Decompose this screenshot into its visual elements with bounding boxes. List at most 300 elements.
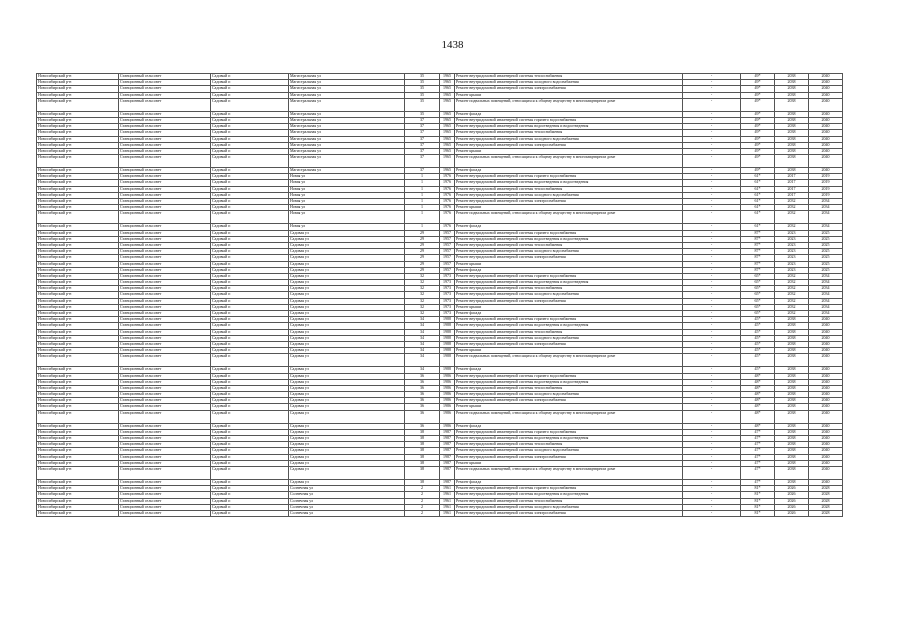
- build-year-cell: 1988: [440, 354, 455, 367]
- work-type-cell: Ремонт внутридомовой инженерной системы холодного водоснабжения: [455, 392, 683, 398]
- dash-cell: -: [683, 261, 741, 267]
- build-year-cell: 1986: [440, 379, 455, 385]
- district-cell: Новосибирский р-н: [37, 130, 119, 136]
- build-year-cell: 1987: [440, 466, 455, 479]
- street-cell: Садовая ул: [289, 454, 405, 460]
- build-year-cell: 1976: [440, 224, 455, 230]
- house-number-cell: 2: [405, 504, 440, 510]
- settlement-cell: Станционный сельсовет: [119, 404, 211, 410]
- locality-cell: Садовый п: [211, 311, 289, 317]
- locality-cell: Садовый п: [211, 329, 289, 335]
- settlement-cell: Станционный сельсовет: [119, 466, 211, 479]
- locality-cell: Садовый п: [211, 186, 289, 192]
- start-year-cell: 2038: [775, 341, 809, 347]
- end-year-cell: 2040: [809, 136, 843, 142]
- wear-cell: 48*: [741, 410, 775, 423]
- wear-cell: 81*: [741, 510, 775, 516]
- dash-cell: -: [683, 292, 741, 298]
- start-year-cell: 2017: [775, 186, 809, 192]
- street-cell: Садовая ул: [289, 341, 405, 347]
- start-year-cell: 2038: [775, 436, 809, 442]
- district-cell: Новосибирский р-н: [37, 410, 119, 423]
- district-cell: Новосибирский р-н: [37, 180, 119, 186]
- wear-cell: 61*: [741, 174, 775, 180]
- settlement-cell: Станционный сельсовет: [119, 261, 211, 267]
- locality-cell: Садовый п: [211, 454, 289, 460]
- house-number-cell: 36: [405, 423, 440, 429]
- work-type-cell: Ремонт внутридомовой инженерной системы горячего водоснабжения: [455, 429, 683, 435]
- locality-cell: Садовый п: [211, 348, 289, 354]
- street-cell: Садовая ул: [289, 298, 405, 304]
- district-cell: Новосибирский р-н: [37, 267, 119, 273]
- dash-cell: -: [683, 117, 741, 123]
- locality-cell: Садовый п: [211, 492, 289, 498]
- house-number-cell: 2: [405, 492, 440, 498]
- house-number-cell: 29: [405, 236, 440, 242]
- work-type-cell: Ремонт внутридомовой инженерной системы теплоснабжения: [455, 442, 683, 448]
- work-type-cell: Ремонт внутридомовой инженерной системы теплоснабжения: [455, 385, 683, 391]
- wear-cell: 81*: [741, 504, 775, 510]
- settlement-cell: Станционный сельсовет: [119, 486, 211, 492]
- settlement-cell: Станционный сельсовет: [119, 136, 211, 142]
- house-number-cell: 29: [405, 242, 440, 248]
- wear-cell: 87*: [741, 236, 775, 242]
- build-year-cell: 1957: [440, 255, 455, 261]
- house-number-cell: 32: [405, 280, 440, 286]
- house-number-cell: 32: [405, 298, 440, 304]
- dash-cell: -: [683, 404, 741, 410]
- street-cell: Магистральная ул: [289, 124, 405, 130]
- wear-cell: 49*: [741, 98, 775, 111]
- build-year-cell: 1987: [440, 460, 455, 466]
- work-type-cell: Ремонт внутридомовой инженерной системы горячего водоснабжения: [455, 486, 683, 492]
- locality-cell: Садовый п: [211, 392, 289, 398]
- house-number-cell: 38: [405, 466, 440, 479]
- wear-cell: 45*: [741, 367, 775, 373]
- start-year-cell: 2032: [775, 205, 809, 211]
- house-number-cell: 37: [405, 168, 440, 174]
- dash-cell: -: [683, 155, 741, 168]
- wear-cell: 49*: [741, 130, 775, 136]
- work-type-cell: Ремонт крыши: [455, 404, 683, 410]
- street-cell: Солнечная ул: [289, 486, 405, 492]
- district-cell: Новосибирский р-н: [37, 379, 119, 385]
- dash-cell: -: [683, 168, 741, 174]
- work-type-cell: Ремонт внутридомовой инженерной системы горячего водоснабжения: [455, 174, 683, 180]
- work-type-cell: Ремонт внутридомовой инженерной системы горячего водоснабжения: [455, 273, 683, 279]
- wear-cell: 48*: [741, 392, 775, 398]
- work-type-cell: Ремонт внутридомовой инженерной системы водоотведения и водоотведения: [455, 180, 683, 186]
- dash-cell: -: [683, 341, 741, 347]
- settlement-cell: Станционный сельсовет: [119, 124, 211, 130]
- dash-cell: -: [683, 486, 741, 492]
- house-number-cell: 34: [405, 367, 440, 373]
- settlement-cell: Станционный сельсовет: [119, 304, 211, 310]
- settlement-cell: Станционный сельсовет: [119, 117, 211, 123]
- start-year-cell: 2032: [775, 286, 809, 292]
- house-number-cell: 1: [405, 192, 440, 198]
- wear-cell: 47*: [741, 454, 775, 460]
- wear-cell: 61*: [741, 180, 775, 186]
- dash-cell: -: [683, 124, 741, 130]
- street-cell: Садовая ул: [289, 466, 405, 479]
- street-cell: Садовая ул: [289, 460, 405, 466]
- build-year-cell: 1965: [440, 136, 455, 142]
- wear-cell: 49*: [741, 92, 775, 98]
- locality-cell: Садовый п: [211, 323, 289, 329]
- work-type-cell: Ремонт внутридомовой инженерной системы электроснабжения: [455, 510, 683, 516]
- start-year-cell: 2023: [775, 255, 809, 261]
- settlement-cell: Станционный сельсовет: [119, 341, 211, 347]
- street-cell: Магистральная ул: [289, 117, 405, 123]
- start-year-cell: 2038: [775, 323, 809, 329]
- settlement-cell: Станционный сельсовет: [119, 498, 211, 504]
- street-cell: Садовая ул: [289, 335, 405, 341]
- work-type-cell: Ремонт внутридомовой инженерной системы электроснабжения: [455, 398, 683, 404]
- district-cell: Новосибирский р-н: [37, 74, 119, 80]
- end-year-cell: 2040: [809, 398, 843, 404]
- settlement-cell: Станционный сельсовет: [119, 148, 211, 154]
- locality-cell: Садовый п: [211, 504, 289, 510]
- end-year-cell: 2040: [809, 92, 843, 98]
- work-type-cell: Ремонт внутридомовой инженерной системы теплоснабжения: [455, 286, 683, 292]
- end-year-cell: 2025: [809, 261, 843, 267]
- settlement-cell: Станционный сельсовет: [119, 510, 211, 516]
- wear-cell: 47*: [741, 436, 775, 442]
- district-cell: Новосибирский р-н: [37, 392, 119, 398]
- build-year-cell: 1957: [440, 261, 455, 267]
- start-year-cell: 2032: [775, 224, 809, 230]
- settlement-cell: Станционный сельсовет: [119, 423, 211, 429]
- district-cell: Новосибирский р-н: [37, 205, 119, 211]
- end-year-cell: 2040: [809, 385, 843, 391]
- settlement-cell: Станционный сельсовет: [119, 429, 211, 435]
- start-year-cell: 2023: [775, 249, 809, 255]
- work-type-cell: Ремонт внутридомовой инженерной системы холодного водоснабжения: [455, 249, 683, 255]
- district-cell: Новосибирский р-н: [37, 280, 119, 286]
- settlement-cell: Станционный сельсовет: [119, 255, 211, 261]
- build-year-cell: 1973: [440, 311, 455, 317]
- build-year-cell: 1957: [440, 249, 455, 255]
- work-type-cell: Ремонт крыши: [455, 304, 683, 310]
- build-year-cell: 1965: [440, 155, 455, 168]
- dash-cell: -: [683, 174, 741, 180]
- wear-cell: 45*: [741, 317, 775, 323]
- end-year-cell: 2040: [809, 124, 843, 130]
- end-year-cell: 2040: [809, 429, 843, 435]
- dash-cell: -: [683, 304, 741, 310]
- build-year-cell: 1957: [440, 230, 455, 236]
- locality-cell: Садовый п: [211, 367, 289, 373]
- dash-cell: -: [683, 311, 741, 317]
- work-type-cell: Ремонт фасада: [455, 311, 683, 317]
- house-number-cell: 35: [405, 74, 440, 80]
- end-year-cell: 2034: [809, 224, 843, 230]
- street-cell: Магистральная ул: [289, 136, 405, 142]
- district-cell: Новосибирский р-н: [37, 304, 119, 310]
- settlement-cell: Станционный сельсовет: [119, 111, 211, 117]
- build-year-cell: 1965: [440, 168, 455, 174]
- end-year-cell: 2040: [809, 367, 843, 373]
- district-cell: Новосибирский р-н: [37, 192, 119, 198]
- build-year-cell: 1961: [440, 510, 455, 516]
- end-year-cell: 2034: [809, 298, 843, 304]
- district-cell: Новосибирский р-н: [37, 174, 119, 180]
- dash-cell: -: [683, 385, 741, 391]
- district-cell: Новосибирский р-н: [37, 92, 119, 98]
- street-cell: Новая ул: [289, 174, 405, 180]
- district-cell: Новосибирский р-н: [37, 186, 119, 192]
- dash-cell: -: [683, 148, 741, 154]
- end-year-cell: 2019: [809, 186, 843, 192]
- start-year-cell: 2038: [775, 410, 809, 423]
- work-type-cell: Ремонт внутридомовой инженерной системы горячего водоснабжения: [455, 317, 683, 323]
- locality-cell: Садовый п: [211, 267, 289, 273]
- work-type-cell: Ремонт внутридомовой инженерной системы электроснабжения: [455, 341, 683, 347]
- district-cell: Новосибирский р-н: [37, 111, 119, 117]
- wear-cell: 45*: [741, 335, 775, 341]
- repair-schedule-table: [36, 73, 843, 517]
- locality-cell: Садовый п: [211, 335, 289, 341]
- district-cell: Новосибирский р-н: [37, 317, 119, 323]
- end-year-cell: 2034: [809, 205, 843, 211]
- start-year-cell: 2038: [775, 92, 809, 98]
- table-row: [37, 211, 843, 224]
- dash-cell: -: [683, 298, 741, 304]
- end-year-cell: 2040: [809, 130, 843, 136]
- start-year-cell: 2032: [775, 273, 809, 279]
- street-cell: Магистральная ул: [289, 168, 405, 174]
- start-year-cell: 2023: [775, 261, 809, 267]
- end-year-cell: 2040: [809, 341, 843, 347]
- settlement-cell: Станционный сельсовет: [119, 142, 211, 148]
- locality-cell: Садовый п: [211, 155, 289, 168]
- end-year-cell: 2019: [809, 174, 843, 180]
- house-number-cell: 29: [405, 249, 440, 255]
- work-type-cell: Ремонт фасада: [455, 423, 683, 429]
- wear-cell: 47*: [741, 466, 775, 479]
- dash-cell: -: [683, 111, 741, 117]
- end-year-cell: 2040: [809, 323, 843, 329]
- work-type-cell: Ремонт внутридомовой инженерной системы теплоснабжения: [455, 186, 683, 192]
- wear-cell: 65*: [741, 280, 775, 286]
- street-cell: Магистральная ул: [289, 74, 405, 80]
- work-type-cell: Ремонт подвальных помещений, относящихся к общему имуществу в многоквартирном доме: [455, 410, 683, 423]
- wear-cell: 45*: [741, 354, 775, 367]
- dash-cell: -: [683, 423, 741, 429]
- build-year-cell: 1988: [440, 335, 455, 341]
- wear-cell: 81*: [741, 492, 775, 498]
- build-year-cell: 1965: [440, 98, 455, 111]
- house-number-cell: 34: [405, 323, 440, 329]
- end-year-cell: 2040: [809, 155, 843, 168]
- settlement-cell: Станционный сельсовет: [119, 385, 211, 391]
- street-cell: Новая ул: [289, 224, 405, 230]
- house-number-cell: 1: [405, 205, 440, 211]
- table-body: [37, 74, 843, 517]
- wear-cell: 65*: [741, 298, 775, 304]
- wear-cell: 48*: [741, 398, 775, 404]
- locality-cell: Садовый п: [211, 286, 289, 292]
- end-year-cell: 2040: [809, 111, 843, 117]
- table-row: [37, 410, 843, 423]
- locality-cell: Садовый п: [211, 136, 289, 142]
- work-type-cell: Ремонт внутридомовой инженерной системы теплоснабжения: [455, 242, 683, 248]
- settlement-cell: Станционный сельсовет: [119, 348, 211, 354]
- dash-cell: -: [683, 199, 741, 205]
- work-type-cell: Ремонт внутридомовой инженерной системы горячего водоснабжения: [455, 373, 683, 379]
- work-type-cell: Ремонт внутридомовой инженерной системы водоотведения и водоотведения: [455, 379, 683, 385]
- dash-cell: -: [683, 460, 741, 466]
- build-year-cell: 1961: [440, 486, 455, 492]
- wear-cell: 47*: [741, 442, 775, 448]
- dash-cell: -: [683, 180, 741, 186]
- start-year-cell: 2023: [775, 242, 809, 248]
- house-number-cell: 1: [405, 186, 440, 192]
- locality-cell: Садовый п: [211, 174, 289, 180]
- locality-cell: Садовый п: [211, 92, 289, 98]
- start-year-cell: 2038: [775, 354, 809, 367]
- locality-cell: Садовый п: [211, 98, 289, 111]
- build-year-cell: 1986: [440, 385, 455, 391]
- end-year-cell: 2025: [809, 236, 843, 242]
- end-year-cell: 2034: [809, 273, 843, 279]
- settlement-cell: Станционный сельсовет: [119, 373, 211, 379]
- build-year-cell: 1965: [440, 111, 455, 117]
- street-cell: Солнечная ул: [289, 498, 405, 504]
- district-cell: Новосибирский р-н: [37, 504, 119, 510]
- work-type-cell: Ремонт подвальных помещений, относящихся к общему имуществу в многоквартирном доме: [455, 98, 683, 111]
- start-year-cell: 2038: [775, 348, 809, 354]
- work-type-cell: Ремонт крыши: [455, 460, 683, 466]
- settlement-cell: Станционный сельсовет: [119, 392, 211, 398]
- build-year-cell: 1957: [440, 267, 455, 273]
- start-year-cell: 2038: [775, 80, 809, 86]
- start-year-cell: 2038: [775, 155, 809, 168]
- wear-cell: 49*: [741, 74, 775, 80]
- table-row: [37, 510, 843, 516]
- settlement-cell: Станционный сельсовет: [119, 335, 211, 341]
- house-number-cell: 38: [405, 436, 440, 442]
- settlement-cell: Станционный сельсовет: [119, 367, 211, 373]
- street-cell: Магистральная ул: [289, 98, 405, 111]
- settlement-cell: Станционный сельсовет: [119, 292, 211, 298]
- street-cell: Садовая ул: [289, 385, 405, 391]
- street-cell: Магистральная ул: [289, 155, 405, 168]
- district-cell: Новосибирский р-н: [37, 98, 119, 111]
- district-cell: Новосибирский р-н: [37, 124, 119, 130]
- street-cell: Солнечная ул: [289, 492, 405, 498]
- wear-cell: 65*: [741, 273, 775, 279]
- start-year-cell: 2038: [775, 329, 809, 335]
- house-number-cell: 38: [405, 429, 440, 435]
- dash-cell: -: [683, 142, 741, 148]
- build-year-cell: 1976: [440, 211, 455, 224]
- locality-cell: Садовый п: [211, 230, 289, 236]
- work-type-cell: Ремонт фасада: [455, 479, 683, 485]
- dash-cell: -: [683, 74, 741, 80]
- locality-cell: Садовый п: [211, 404, 289, 410]
- house-number-cell: 37: [405, 130, 440, 136]
- wear-cell: 49*: [741, 148, 775, 154]
- wear-cell: 47*: [741, 429, 775, 435]
- end-year-cell: 2040: [809, 354, 843, 367]
- work-type-cell: Ремонт крыши: [455, 148, 683, 154]
- district-cell: Новосибирский р-н: [37, 373, 119, 379]
- start-year-cell: 2038: [775, 423, 809, 429]
- settlement-cell: Станционный сельсовет: [119, 174, 211, 180]
- wear-cell: 81*: [741, 498, 775, 504]
- district-cell: Новосибирский р-н: [37, 142, 119, 148]
- work-type-cell: Ремонт крыши: [455, 261, 683, 267]
- settlement-cell: Станционный сельсовет: [119, 398, 211, 404]
- house-number-cell: 29: [405, 230, 440, 236]
- end-year-cell: 2040: [809, 423, 843, 429]
- locality-cell: Садовый п: [211, 255, 289, 261]
- build-year-cell: 1986: [440, 404, 455, 410]
- start-year-cell: 2026: [775, 486, 809, 492]
- end-year-cell: 2040: [809, 410, 843, 423]
- district-cell: Новосибирский р-н: [37, 242, 119, 248]
- street-cell: Садовая ул: [289, 304, 405, 310]
- street-cell: Садовая ул: [289, 448, 405, 454]
- start-year-cell: 2038: [775, 373, 809, 379]
- build-year-cell: 1965: [440, 80, 455, 86]
- house-number-cell: 32: [405, 286, 440, 292]
- street-cell: Садовая ул: [289, 429, 405, 435]
- settlement-cell: Станционный сельсовет: [119, 311, 211, 317]
- street-cell: Солнечная ул: [289, 504, 405, 510]
- dash-cell: -: [683, 392, 741, 398]
- locality-cell: Садовый п: [211, 180, 289, 186]
- end-year-cell: 2025: [809, 230, 843, 236]
- street-cell: Садовая ул: [289, 442, 405, 448]
- settlement-cell: Станционный сельсовет: [119, 180, 211, 186]
- street-cell: Садовая ул: [289, 317, 405, 323]
- start-year-cell: 2038: [775, 479, 809, 485]
- end-year-cell: 2034: [809, 311, 843, 317]
- table-row: [37, 155, 843, 168]
- settlement-cell: Станционный сельсовет: [119, 130, 211, 136]
- wear-cell: 48*: [741, 385, 775, 391]
- wear-cell: 87*: [741, 261, 775, 267]
- end-year-cell: 2034: [809, 280, 843, 286]
- start-year-cell: 2038: [775, 117, 809, 123]
- end-year-cell: 2040: [809, 454, 843, 460]
- house-number-cell: 37: [405, 142, 440, 148]
- dash-cell: -: [683, 498, 741, 504]
- settlement-cell: Станционный сельсовет: [119, 454, 211, 460]
- wear-cell: 65*: [741, 286, 775, 292]
- start-year-cell: 2038: [775, 379, 809, 385]
- dash-cell: -: [683, 267, 741, 273]
- street-cell: Садовая ул: [289, 311, 405, 317]
- wear-cell: 45*: [741, 341, 775, 347]
- build-year-cell: 1986: [440, 423, 455, 429]
- end-year-cell: 2040: [809, 479, 843, 485]
- build-year-cell: 1987: [440, 448, 455, 454]
- street-cell: Магистральная ул: [289, 111, 405, 117]
- locality-cell: Садовый п: [211, 479, 289, 485]
- dash-cell: -: [683, 510, 741, 516]
- locality-cell: Садовый п: [211, 423, 289, 429]
- locality-cell: Садовый п: [211, 117, 289, 123]
- house-number-cell: 36: [405, 373, 440, 379]
- end-year-cell: 2025: [809, 255, 843, 261]
- district-cell: Новосибирский р-н: [37, 117, 119, 123]
- settlement-cell: Станционный сельсовет: [119, 354, 211, 367]
- start-year-cell: 2026: [775, 492, 809, 498]
